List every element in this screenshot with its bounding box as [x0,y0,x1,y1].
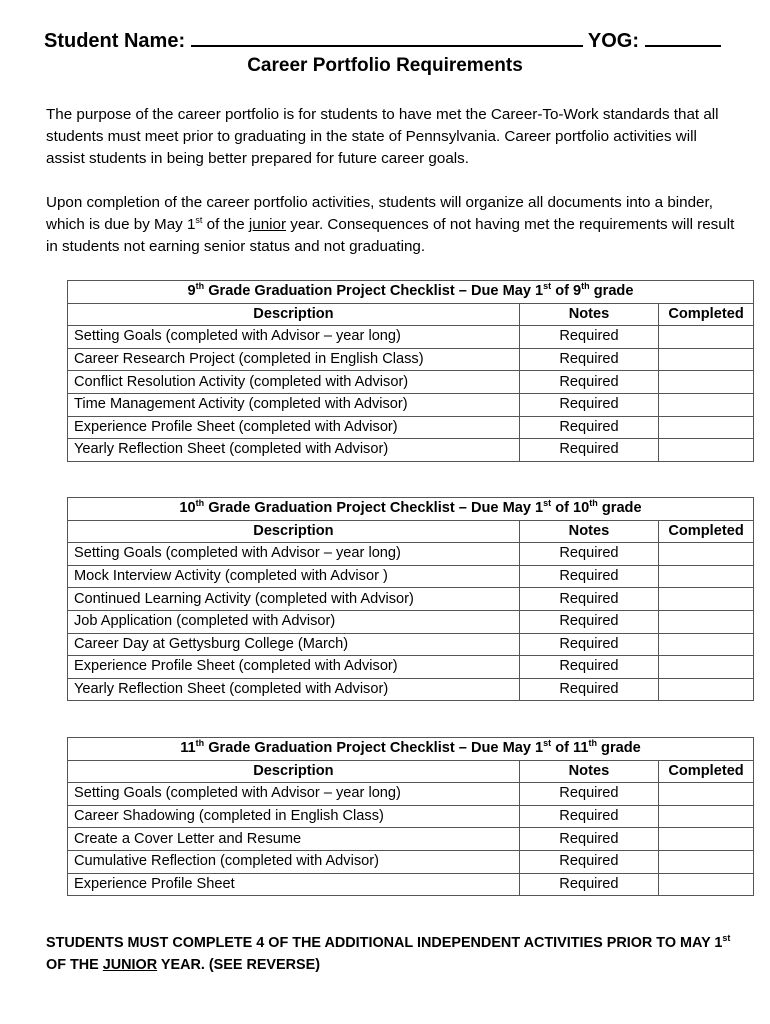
row-notes: Required [519,371,658,394]
table-row [68,678,754,701]
row-notes: Required [519,565,658,588]
row-completed-cell[interactable] [659,633,754,656]
table-row [68,393,754,416]
student-info-line [44,27,744,53]
row-description: Create a Cover Letter and Resume [68,828,520,851]
row-completed-cell[interactable] [659,588,754,611]
row-description: Experience Profile Sheet (completed with Advisor) [68,656,520,679]
row-completed-cell[interactable] [659,828,754,851]
row-description: Conflict Resolution Activity (completed with Advisor) [68,371,520,394]
row-notes: Required [519,439,658,462]
row-description: Yearly Reflection Sheet (completed with Advisor) [68,439,520,462]
row-notes: Required [519,678,658,701]
row-description: Career Shadowing (completed in English Class) [68,805,520,828]
row-completed-cell[interactable] [659,805,754,828]
grade-11-checklist [67,737,754,896]
table-row [68,416,754,439]
row-description: Yearly Reflection Sheet (completed with Advisor) [68,678,520,701]
row-description: Career Day at Gettysburg College (March) [68,633,520,656]
junior-footer-underline: JUNIOR [102,957,158,973]
row-notes: Required [519,805,658,828]
table-row [68,543,754,566]
row-notes: Required [519,393,658,416]
column-header-notes: Notes [519,760,658,783]
row-completed-cell[interactable] [659,393,754,416]
row-notes: Required [519,783,658,806]
row-description: Setting Goals (completed with Advisor – year long) [68,326,520,349]
table-row [68,783,754,806]
column-header-notes: Notes [519,303,658,326]
row-description: Experience Profile Sheet [68,873,520,896]
table-title: 11th Grade Graduation Project Checklist – Due May 1st of 11th grade [68,738,754,761]
table-row [68,633,754,656]
row-completed-cell[interactable] [659,850,754,873]
row-completed-cell[interactable] [659,543,754,566]
row-completed-cell[interactable] [659,348,754,371]
table-header-row [68,303,754,326]
row-description: Continued Learning Activity (completed with Advisor) [68,588,520,611]
footer-notice: STUDENTS MUST COMPLETE 4 OF THE ADDITIONAL INDEPENDENT ACTIVITIES PRIOR TO MAY 1st OF THE JUNIOR YEAR. (SEE REVERSE) [46,933,731,973]
row-notes: Required [519,588,658,611]
row-notes: Required [519,543,658,566]
row-completed-cell[interactable] [659,783,754,806]
column-header-description: Description [68,303,520,326]
row-completed-cell[interactable] [659,439,754,462]
table-row [68,565,754,588]
junior-underline: junior [248,216,287,233]
row-completed-cell[interactable] [659,416,754,439]
intro-paragraph-1: The purpose of the career portfolio is for students to have met the Career-To-Work standards that all students must meet prior to graduating in the state of Pennsylvania. Career portfolio activities will assist students in being better prepared for future career goals. [46,106,719,167]
yog-blank[interactable] [645,27,721,47]
row-notes: Required [519,850,658,873]
grade-9-checklist [67,280,754,462]
row-description: Career Research Project (completed in English Class) [68,348,520,371]
table-header-row [68,760,754,783]
column-header-completed: Completed [659,520,754,543]
table-row [68,371,754,394]
grade-10-checklist [67,497,754,701]
row-description: Time Management Activity (completed with Advisor) [68,393,520,416]
row-notes: Required [519,610,658,633]
table-row [68,873,754,896]
row-completed-cell[interactable] [659,656,754,679]
table-row [68,326,754,349]
table-row [68,439,754,462]
row-notes: Required [519,873,658,896]
page-title: Career Portfolio Requirements [247,55,523,76]
yog-label: YOG: [587,30,640,52]
column-header-description: Description [68,520,520,543]
row-notes: Required [519,828,658,851]
row-description: Cumulative Reflection (completed with Advisor) [68,850,520,873]
row-description: Setting Goals (completed with Advisor – year long) [68,543,520,566]
column-header-description: Description [68,760,520,783]
table-row [68,348,754,371]
row-completed-cell[interactable] [659,565,754,588]
table-title: 9th Grade Graduation Project Checklist – Due May 1st of 9th grade [68,281,754,304]
row-description: Mock Interview Activity (completed with Advisor ) [68,565,520,588]
row-completed-cell[interactable] [659,873,754,896]
row-description: Job Application (completed with Advisor) [68,610,520,633]
row-notes: Required [519,348,658,371]
table-row [68,805,754,828]
column-header-completed: Completed [659,760,754,783]
student-name-label: Student Name: [44,30,186,52]
row-description: Setting Goals (completed with Advisor – year long) [68,783,520,806]
table-header-row [68,520,754,543]
row-notes: Required [519,416,658,439]
row-completed-cell[interactable] [659,326,754,349]
row-description: Experience Profile Sheet (completed with Advisor) [68,416,520,439]
table-row [68,610,754,633]
table-row [68,828,754,851]
table-title: 10th Grade Graduation Project Checklist – Due May 1st of 10th grade [68,498,754,521]
row-completed-cell[interactable] [659,371,754,394]
row-completed-cell[interactable] [659,610,754,633]
table-row [68,588,754,611]
table-row [68,850,754,873]
table-row [68,656,754,679]
row-notes: Required [519,656,658,679]
row-notes: Required [519,633,658,656]
column-header-completed: Completed [659,303,754,326]
intro-paragraph-2: Upon completion of the career portfolio activities, students will organize all documents into a binder, which is due by May 1st of the junior year. Consequences of not having met the requirements will result in students not earning senior status and not graduating. [46,194,735,255]
row-notes: Required [519,326,658,349]
student-name-blank[interactable] [191,27,583,47]
column-header-notes: Notes [519,520,658,543]
row-completed-cell[interactable] [659,678,754,701]
